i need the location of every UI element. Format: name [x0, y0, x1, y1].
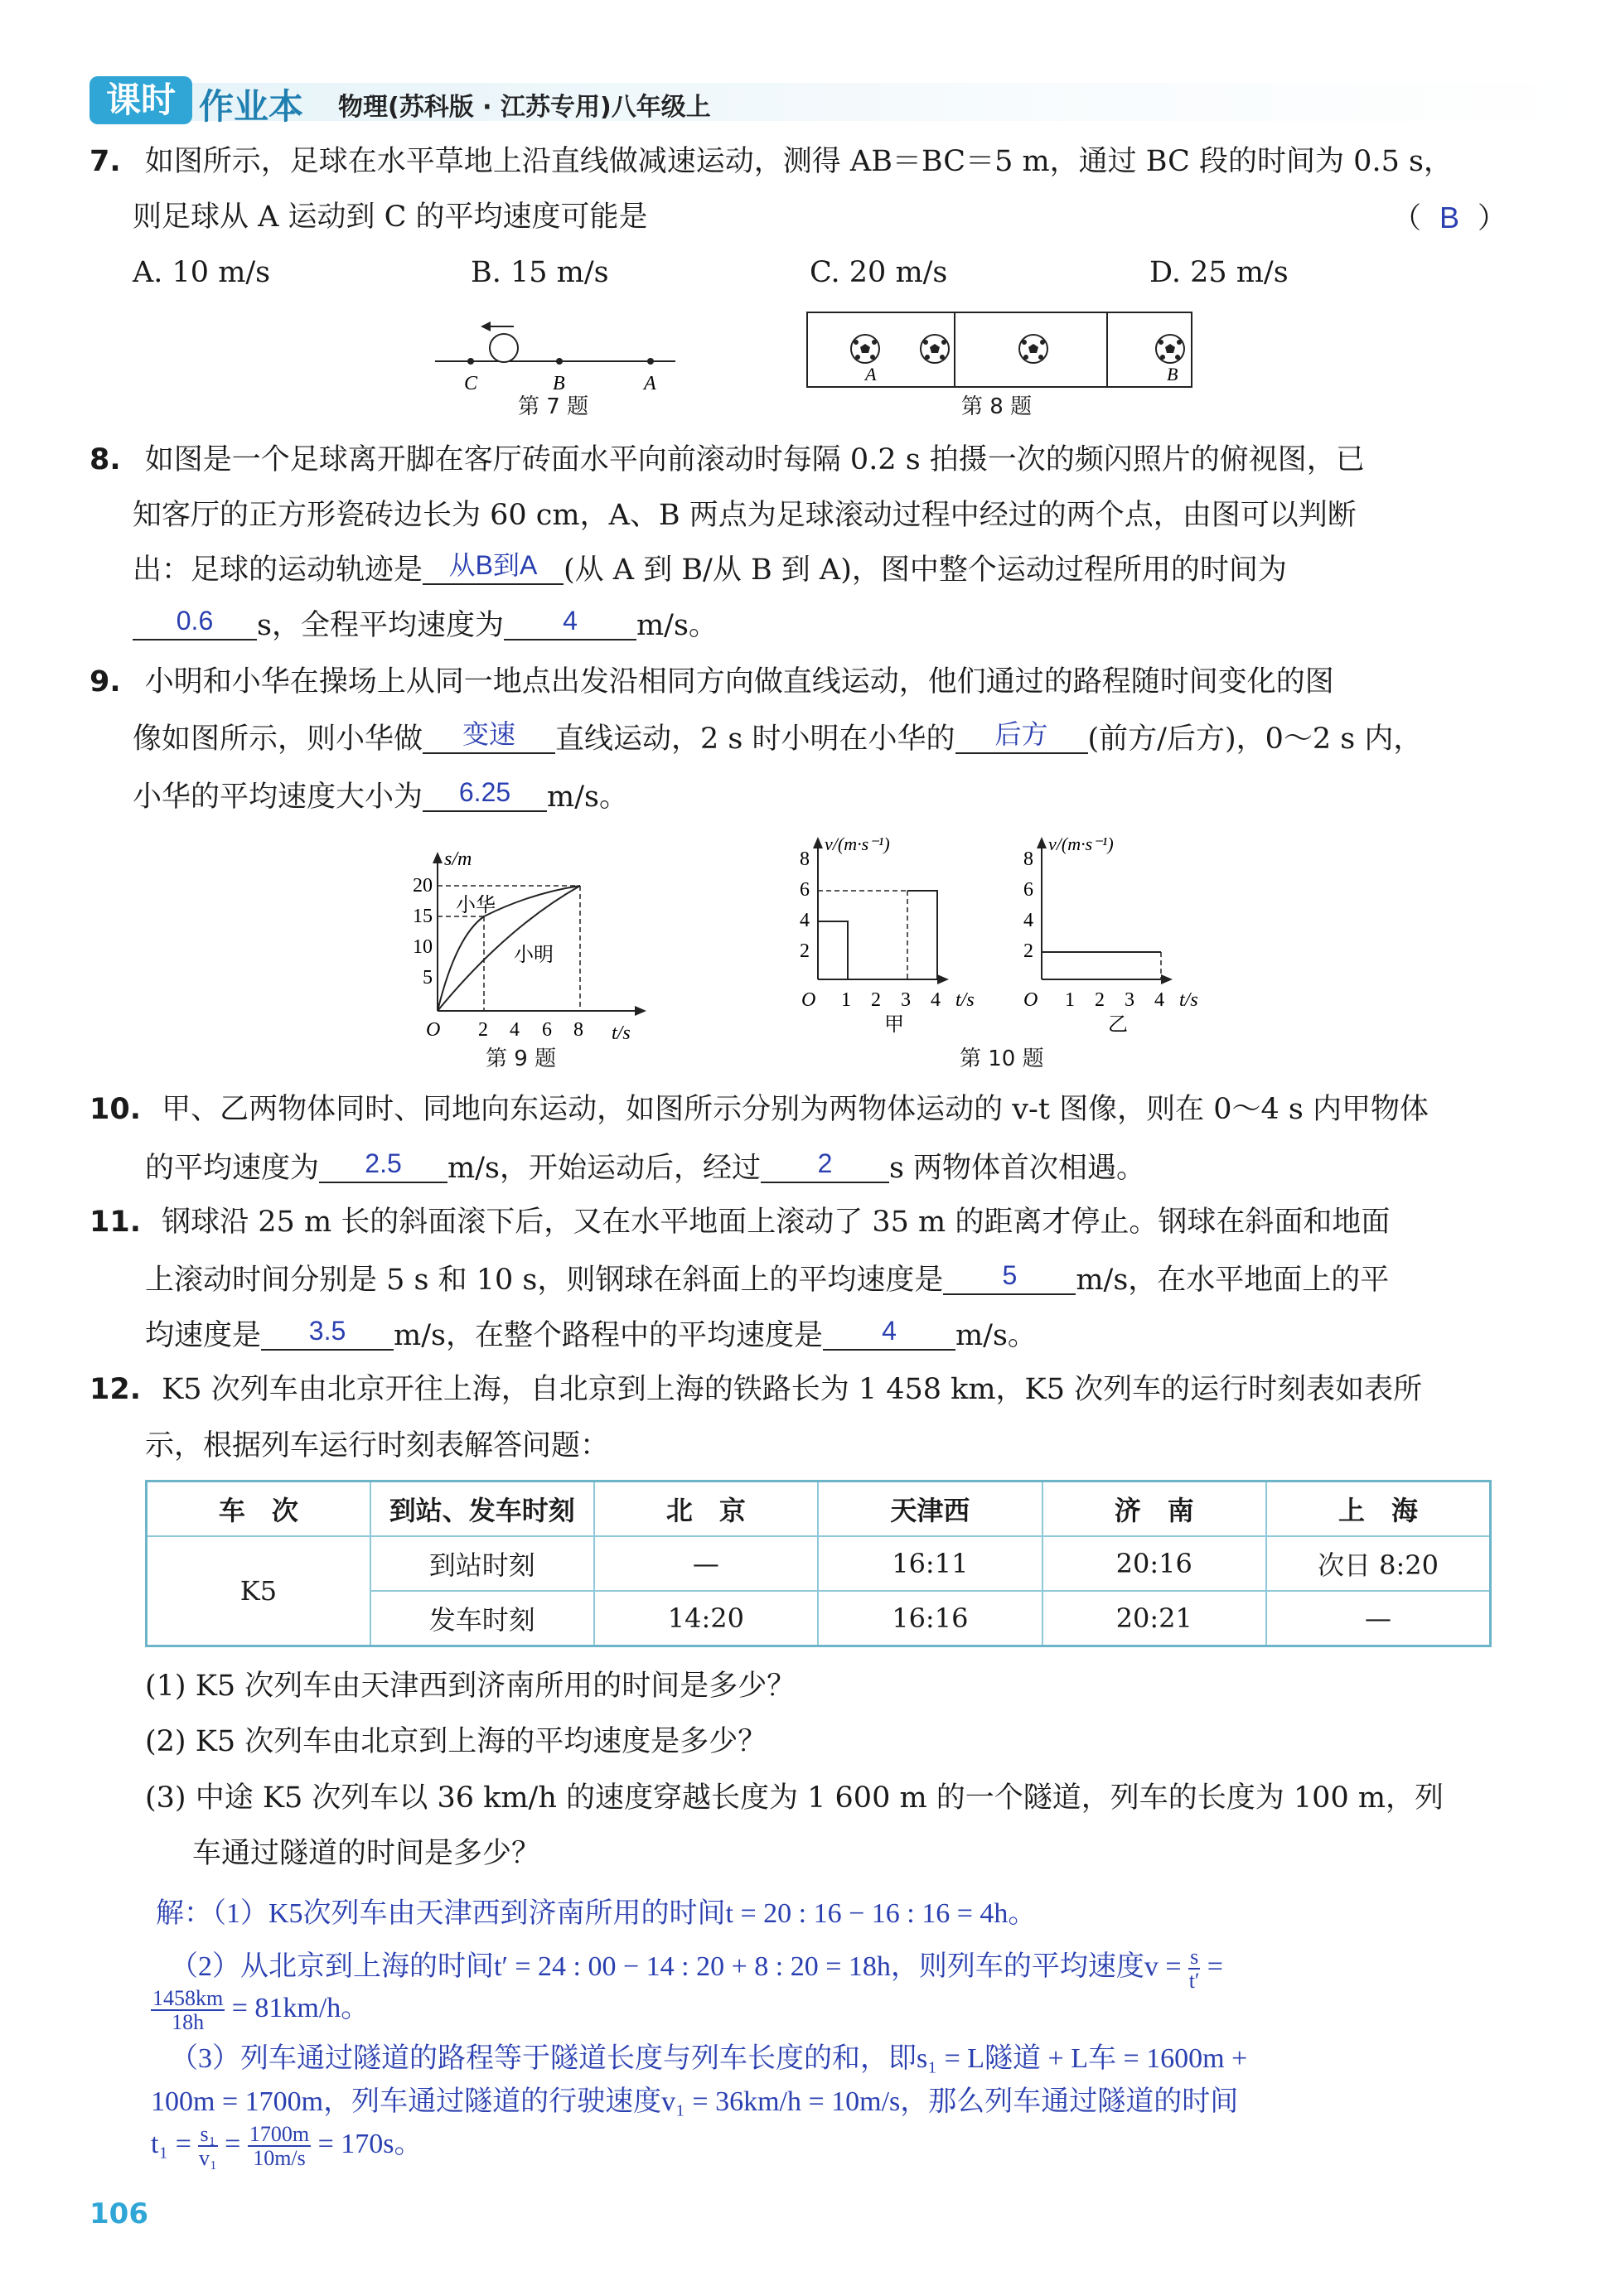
- figure-10: [783, 829, 1231, 1044]
- x-tick: 8: [573, 1019, 583, 1041]
- page-number: 106: [89, 2197, 148, 2231]
- table-header-cell: 济 南: [1042, 1482, 1266, 1537]
- q9-line3: 小华的平均速度大小为 6.25 m/s。: [133, 777, 628, 814]
- y-tick: 5: [423, 967, 433, 988]
- yi-x-label: t/s: [1179, 989, 1198, 1011]
- q8-blank-3: 4: [504, 609, 636, 640]
- q12-number: 12.: [89, 1373, 142, 1406]
- q7-option-c: C. 20 m/s: [810, 256, 948, 289]
- yi-x-arrow-icon: [1161, 974, 1173, 984]
- q8-blank-2: 0.6: [133, 609, 257, 640]
- q9-line2: 像如图所示，则小华做 变速 直线运动，2 s 时小明在小华的 后方 (前方/后方)，0～2 s 内，: [133, 719, 1423, 756]
- figure-10-caption: 第 10 题: [960, 1046, 1044, 1071]
- point-b: [556, 358, 563, 365]
- q7-answer: B: [1439, 201, 1460, 234]
- table-cell: —: [594, 1536, 818, 1591]
- y-tick: 15: [413, 906, 433, 927]
- svg-text:4: 4: [1023, 910, 1033, 931]
- figure-9: [389, 845, 663, 1044]
- logo: 课时: [89, 76, 192, 124]
- figure-8: [805, 311, 1195, 394]
- svg-text:1: 1: [1065, 989, 1075, 1011]
- q9-blank-2: 后方: [955, 723, 1088, 754]
- q8-line1: 8. 如图是一个足球离开脚在客厅砖面水平向前滚动时每隔 0.2 s 拍摄一次的频闪照片的俯视图，已: [89, 443, 1365, 476]
- svg-text:6: 6: [800, 879, 810, 901]
- x-tick: 6: [542, 1019, 552, 1041]
- yi-y-arrow-icon: [1037, 837, 1047, 848]
- svg-text:1: 1: [841, 989, 851, 1011]
- ball-icon: [1019, 335, 1047, 363]
- q8-number: 8.: [89, 443, 121, 476]
- q8-line2: 知客厅的正方形瓷砖边长为 60 cm，A、B 两点为足球滚动过程中经过的两个点，由图可以判断: [133, 499, 1357, 532]
- table-header-cell: 车 次: [147, 1482, 370, 1537]
- x-tick: 4: [510, 1019, 520, 1041]
- svg-text:4: 4: [931, 989, 941, 1011]
- fraction: $\frac{1458km}{18h}$: [152, 1986, 224, 2035]
- q7-option-a: A. 10 m/s: [133, 256, 271, 289]
- origin: O: [426, 1019, 441, 1041]
- label-c: C: [464, 373, 478, 394]
- q12-line1: 12. K5 次列车由北京开往上海，自北京到上海的铁路长为 1 458 km，K5 次列车的运行时刻表如表所: [89, 1373, 1423, 1406]
- solution-line-6: t₁ = $\frac{\text{s₁}}{\text{v₁}}$ = $\frac{1700m}{10m/s}$ = 170s。: [151, 2122, 423, 2171]
- q11-blank-1: 5: [943, 1264, 1076, 1295]
- q11-line3: 均速度是 3.5 m/s，在整个路程中的平均速度是 4 m/s。: [145, 1316, 1037, 1352]
- label-xiaoming: 小明: [514, 943, 554, 966]
- yi-y-label: v/(m·s⁻¹): [1048, 834, 1114, 854]
- q10-line1: 10. 甲、乙两物体同时、同地向东运动，如图所示分别为两物体运动的 v-t 图像，则在 0～4 s 内甲物体: [89, 1093, 1429, 1126]
- q8-line3: 出：足球的运动轨迹是 从B到A (从 A 到 B/从 B 到 A)，图中整个运动过程所用的时间为: [133, 550, 1287, 587]
- table-cell: 16:16: [818, 1591, 1042, 1646]
- q12-sub2: (2) K5 次列车由北京到上海的平均速度是多少？: [145, 1725, 767, 1758]
- label-a: A: [865, 364, 877, 384]
- table-cell: 20:16: [1042, 1536, 1266, 1591]
- y-arrow-icon: [433, 852, 443, 863]
- y-tick: 10: [413, 936, 433, 958]
- jia-y-label: v/(m·s⁻¹): [825, 834, 890, 854]
- ball-icon: [1156, 335, 1184, 363]
- q8-blank-1: 从B到A: [423, 553, 564, 585]
- svg-text:2: 2: [800, 940, 810, 962]
- x-tick: 2: [478, 1019, 488, 1041]
- q9-line1: 9. 小明和小华在操场上从同一地点出发沿相同方向做直线运动，他们通过的路程随时间变化的图: [89, 665, 1334, 698]
- table-header-cell: 天津西: [818, 1482, 1042, 1537]
- table-cell: 次日 8:20: [1266, 1536, 1491, 1591]
- solution-line-3: $\frac{1458km}{18h}$ = 81km/h。: [152, 1986, 370, 2035]
- q7-number: 7.: [89, 145, 121, 178]
- arrow-head-icon: [481, 321, 491, 331]
- svg-text:4: 4: [1154, 989, 1164, 1011]
- table-cell: 20:21: [1042, 1591, 1266, 1646]
- svg-text:4: 4: [800, 910, 810, 931]
- q10-line2: 的平均速度为 2.5 m/s，开始运动后，经过 2 s 两物体首次相遇。: [145, 1148, 1146, 1185]
- fraction: $\frac{s}{t'}$: [1188, 1945, 1200, 1994]
- solution-line-1: 解：（1）K5次列车由天津西到济南所用的时间t = 20 : 16 − 16 : 16 = 4h。: [156, 1898, 1037, 1929]
- q11-blank-3: 4: [823, 1319, 955, 1351]
- table-cell: 16:11: [818, 1536, 1042, 1591]
- label-a: A: [644, 373, 656, 394]
- q10-blank-1: 2.5: [319, 1152, 447, 1183]
- jia-x-label: t/s: [955, 989, 975, 1011]
- svg-text:8: 8: [800, 848, 810, 870]
- svg-text:2: 2: [1095, 989, 1105, 1011]
- q7-line2: 则足球从 A 运动到 C 的平均速度可能是: [133, 201, 648, 234]
- point-a: [647, 358, 654, 365]
- q11-number: 11.: [89, 1206, 142, 1239]
- y-label: s/m: [444, 848, 472, 870]
- jia-y-arrow-icon: [813, 837, 823, 848]
- jia-velocity-line-2: [907, 891, 937, 979]
- table-header-cell: 上 海: [1266, 1482, 1491, 1537]
- svg-text:3: 3: [1125, 989, 1134, 1011]
- q11-line2: 上滚动时间分别是 5 s 和 10 s，则钢球在斜面上的平均速度是 5 m/s，在水平地面上的平: [145, 1260, 1390, 1297]
- x-arrow-icon: [635, 1006, 646, 1016]
- q12-sub3b: 车通过隧道的时间是多少？: [192, 1837, 541, 1870]
- q11-line1: 11. 钢球沿 25 m 长的斜面滚下后，又在水平地面上滚动了 35 m 的距离才停止。钢球在斜面和地面: [89, 1206, 1391, 1239]
- header-band: [89, 83, 1598, 121]
- train-timetable: [145, 1480, 1492, 1647]
- label-b: B: [553, 373, 565, 394]
- jia-origin: O: [801, 989, 816, 1011]
- q7-line1: [89, 147, 1453, 176]
- q12-sub1: (1) K5 次列车由天津西到济南所用的时间是多少？: [145, 1670, 796, 1703]
- yi-origin: O: [1023, 989, 1038, 1011]
- fraction: $\frac{1700m}{10m/s}$: [249, 2122, 310, 2171]
- label-jia: 甲: [884, 1013, 904, 1036]
- q12-sub3a: (3) 中途 K5 次列车以 36 km/h 的速度穿越长度为 1 600 m 的一个隧道，列车的长度为 100 m，列: [145, 1781, 1444, 1815]
- q9-blank-1: 变速: [423, 723, 555, 754]
- svg-text:6: 6: [1023, 879, 1033, 901]
- table-cell: 14:20: [594, 1591, 818, 1646]
- q9-blank-3: 6.25: [423, 781, 547, 812]
- figure-7-caption: 第 7 题: [518, 394, 589, 419]
- point-c: [467, 358, 474, 365]
- y-tick: 20: [413, 875, 433, 897]
- table-cell-train: K5: [147, 1536, 370, 1646]
- svg-text:2: 2: [1023, 940, 1033, 962]
- table-cell: 发车时刻: [370, 1591, 594, 1646]
- jia-velocity-line: [818, 921, 848, 979]
- table-header-cell: 到站、发车时刻: [370, 1482, 594, 1537]
- ball-icon: [921, 335, 949, 363]
- q8-line4: 0.6 s，全程平均速度为 4 m/s。: [133, 609, 718, 640]
- svg-text:2: 2: [871, 989, 881, 1011]
- svg-text:3: 3: [901, 989, 911, 1011]
- svg-text:8: 8: [1023, 848, 1033, 870]
- q7-text1: 如图所示，足球在水平草地上沿直线做减速运动，测得 AB＝BC＝5 m，通过 BC 段的时间为 0.5 s，: [144, 145, 1453, 178]
- table-row: [147, 1536, 1491, 1591]
- q10-blank-2: 2: [761, 1152, 889, 1183]
- q7-option-d: D. 25 m/s: [1149, 256, 1289, 289]
- fraction: $\frac{\text{s₁}}{\text{v₁}}$: [199, 2122, 218, 2171]
- label-xiaohua: 小华: [456, 893, 496, 916]
- table-cell: 到站时刻: [370, 1536, 594, 1591]
- brand: 作业本: [199, 86, 304, 127]
- label-yi: 乙: [1108, 1013, 1128, 1036]
- solution-line-2: （2）从北京到上海的时间t′ = 24 : 00 − 14 : 20 + 8 : 20 = 18h，则列车的平均速度v = $\frac{s}{t'}$ =: [170, 1945, 1223, 1994]
- ball: [490, 334, 518, 362]
- x-label: t/s: [612, 1022, 631, 1044]
- q11-blank-2: 3.5: [261, 1319, 394, 1351]
- solution-line-4: （3）列车通过隧道的路程等于隧道长度与列车长度的和，即s₁ = L隧道 + L车 = 1600m +: [170, 2043, 1248, 2074]
- table-cell: —: [1266, 1591, 1491, 1646]
- q7-answer-bracket: （ B ）: [1392, 201, 1507, 235]
- q12-line2: 示，根据列车运行时刻表解答问题：: [145, 1429, 610, 1462]
- q9-number: 9.: [89, 665, 121, 698]
- q10-number: 10.: [89, 1093, 142, 1126]
- ball-icon: [851, 335, 879, 363]
- solution-line-5: 100m = 1700m，列车通过隧道的行驶速度v₁ = 36km/h = 10m/s，那么列车通过隧道的时间: [151, 2086, 1239, 2117]
- subject: 物理(苏科版 · 江苏专用)八年级上: [338, 93, 711, 122]
- q7-option-b: B. 15 m/s: [471, 256, 609, 289]
- table-header-cell: 北 京: [594, 1482, 818, 1537]
- figure-9-caption: 第 9 题: [486, 1046, 557, 1071]
- table-header-row: [147, 1482, 1491, 1537]
- label-b: B: [1167, 364, 1178, 384]
- figure-8-caption: 第 8 题: [961, 394, 1033, 419]
- header: [89, 76, 1581, 126]
- jia-x-arrow-icon: [937, 974, 949, 984]
